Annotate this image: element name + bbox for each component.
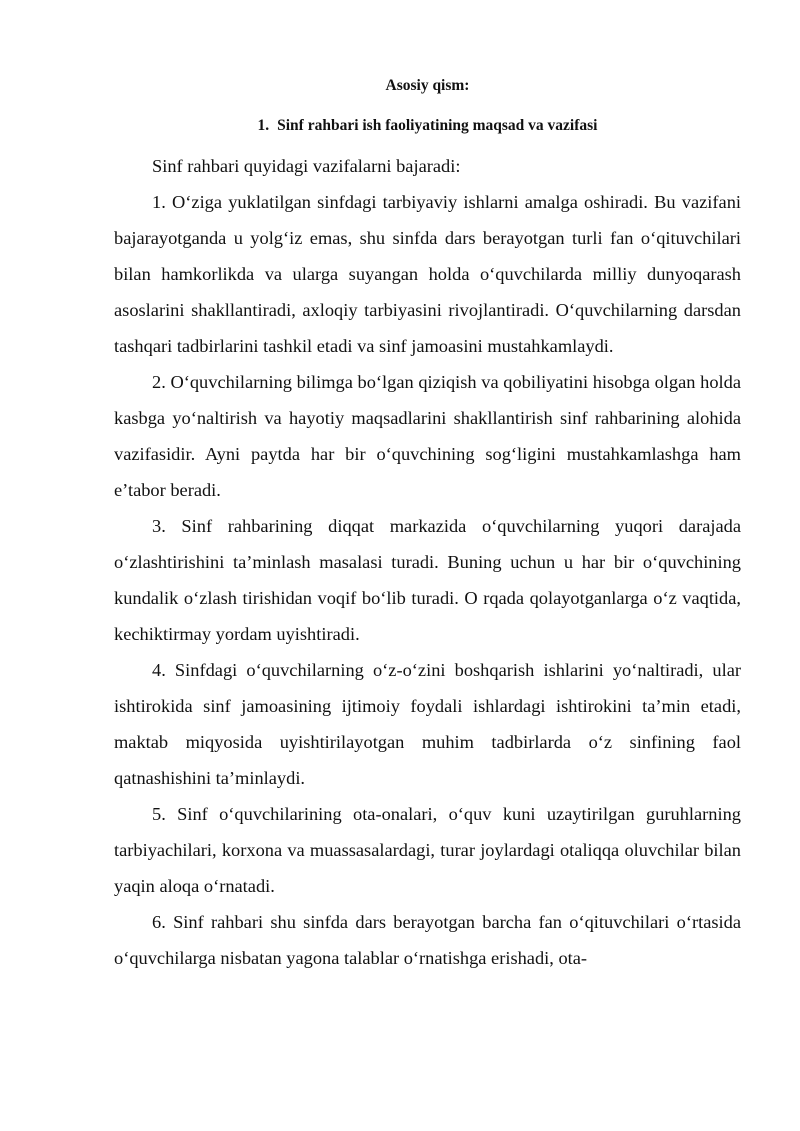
subsection-title: Sinf rahbari ish faoliyatining maqsad va vazifasi (277, 117, 598, 134)
document-body (114, 148, 741, 976)
paragraph-3: 3. Sinf rahbarining diqqat markazida o‘quvchilarning yuqori darajada o‘zlashtirishini ta’minlash masalasi turadi. Buning uchun u har bir o‘quvchining kundalik o‘zlash tirishidan voqif bo‘lib turadi. O rqada qolayotganlarga o‘z vaqtida, kechiktirmay yordam uyishtiradi. (114, 516, 741, 644)
paragraph-2: 2. O‘quvchilarning bilimga bo‘lgan qiziqish va qobiliyatini hisobga olgan holda kasbga yo‘naltirish va hayotiy maqsadlarini shakllantirish sinf rahbarining alohida vazifasidir. Ayni paytda har bir o‘quvchining sog‘ligini mustahkamlashga ham e’tabor beradi. (114, 372, 741, 500)
paragraph-5: 5. Sinf o‘quvchilarining ota-onalari, o‘quv kuni uzaytirilgan guruhlarning tarbiyachilari, korxona va muassasalardagi, turar joylardagi otaliqqa oluvchilar bilan yaqin aloqa o‘rnatadi. (114, 804, 741, 896)
subsection-heading (114, 114, 741, 138)
paragraph-4: 4. Sinfdagi o‘quvchilarning o‘z-o‘zini boshqarish ishlarini yo‘naltiradi, ular ishtirokida sinf jamoasining ijtimoiy foydali ishlardagi ishtirokini ta’min etadi, maktab miqyosida uyishtirilayotgan muhim tadbirlarda o‘z sinfining faol qatnashishini ta’minlaydi. (114, 660, 741, 788)
subsection-number: 1. (257, 117, 270, 134)
intro-paragraph: Sinf rahbari quyidagi vazifalarni bajaradi: (152, 156, 461, 176)
section-title: Asosiy qism: (385, 77, 470, 94)
document-page (114, 74, 741, 976)
paragraph-1: 1. O‘ziga yuklatilgan sinfdagi tarbiyaviy ishlarni amalga oshiradi. Bu vazifani bajarayotganda u yolg‘iz emas, shu sinfda dars berayotgan turli fan o‘qituvchilari bilan hamkorlikda va ularga suyangan holda o‘quvchilarda milliy dunyoqarash asoslarini shakllantiradi, axloqiy tarbiyasini rivojlantiradi. O‘quvchilarning darsdan tashqari tadbirlarini tashkil etadi va sinf jamoasini mustahkamlaydi. (114, 192, 741, 356)
paragraph-6: 6. Sinf rahbari shu sinfda dars berayotgan barcha fan o‘qituvchilari o‘rtasida o‘quvchilarga nisbatan yagona talablar o‘rnatishga erishadi, ota- (114, 912, 741, 968)
